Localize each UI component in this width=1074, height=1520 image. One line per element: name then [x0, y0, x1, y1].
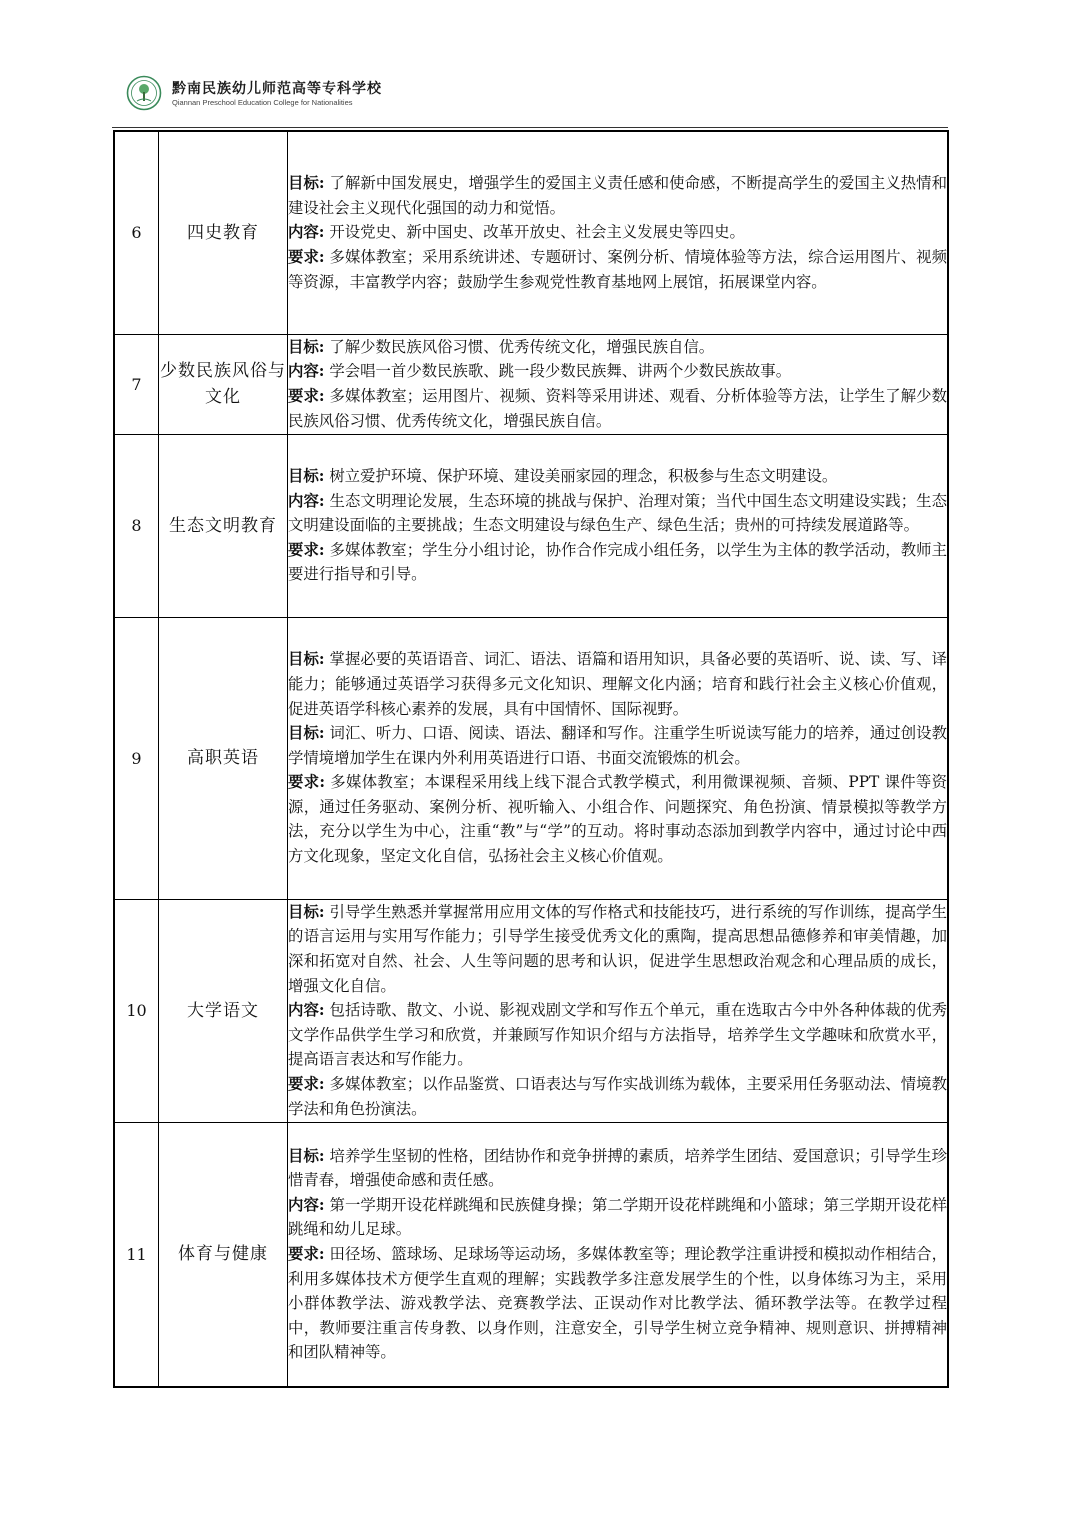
table-row	[114, 1122, 948, 1387]
paragraph-text: 培养学生坚韧的性格，团结协作和竞争拼搏的素质，培养学生团结、爱国意识；引导学生珍惜青春，增强使命感和责任感。	[288, 1146, 947, 1190]
course-description	[288, 899, 949, 1122]
paragraph-text: 引导学生熟悉并掌握常用应用文体的写作格式和技能技巧，进行系统的写作训练，提高学生的语言运用与实用写作能力；引导学生接受优秀文化的熏陶，提高思想品德修养和审美情趣，加深和拓宽对自然、社会、人生等问题的思考和认识，促进学生思想政治观念和心理品质的成长，增强文化自信。	[288, 902, 947, 995]
header-divider	[112, 127, 948, 128]
paragraph-label: 内容:	[288, 1001, 325, 1020]
paragraph-label: 要求:	[288, 387, 325, 405]
description-paragraph	[288, 220, 947, 245]
paragraph-label: 内容:	[288, 223, 325, 242]
paragraph-text: 了解新中国发展史，增强学生的爱国主义责任感和使命感，不断提高学生的爱国主义热情和建设社会主义现代化强国的动力和觉悟。	[288, 174, 947, 217]
paragraph-text: 多媒体教室；以作品鉴赏、口语表达与写作实战训练为载体，主要采用任务驱动法、情境教学法和角色扮演法。	[288, 1074, 947, 1118]
row-number: 7	[114, 334, 159, 434]
paragraph-text: 掌握必要的英语语音、词汇、语法、语篇和语用知识，具备必要的英语听、说、读、写、译能力；能够通过英语学习获得多元文化知识、理解文化内涵；培育和践行社会主义核心价值观，促进英语学科核心素养的发展，具有中国情怀、国际视野。	[288, 650, 947, 718]
course-table	[113, 130, 949, 1388]
description-paragraph	[288, 998, 947, 1072]
description-paragraph	[288, 1193, 947, 1242]
table-row	[114, 434, 948, 617]
course-name: 体育与健康	[159, 1122, 288, 1387]
description-paragraph	[288, 245, 947, 294]
paragraph-label: 目标:	[288, 902, 325, 921]
paragraph-text: 词汇、听力、口语、阅读、语法、翻译和写作。注重学生听说读写能力的培养，通过创设教学情境增加学生在课内外利用英语进行口语、书面交流锻炼的机会。	[288, 724, 947, 767]
description-paragraph	[288, 359, 947, 384]
table-row	[114, 131, 948, 334]
course-description	[288, 131, 949, 334]
paragraph-text: 开设党史、新中国史、改革开放史、社会主义发展史等四史。	[324, 223, 745, 242]
description-paragraph	[288, 384, 947, 433]
paragraph-text: 生态文明理论发展，生态环境的挑战与保护、治理对策；当代中国生态文明建设实践；生态文明建设面临的主要挑战；生态文明建设与绿色生产、绿色生活；贵州的可持续发展道路等。	[288, 491, 947, 535]
paragraph-text: 多媒体教室；学生分小组讨论，协作合作完成小组任务，以学生为主体的教学活动，教师主要进行指导和引导。	[288, 540, 947, 584]
paragraph-text: 多媒体教室；运用图片、视频、资料等采用讲述、观看、分析体验等方法，让学生了解少数民族风俗习惯、优秀传统文化，增强民族自信。	[288, 387, 947, 430]
course-description	[288, 617, 949, 899]
description-paragraph	[288, 1144, 947, 1193]
paragraph-label: 要求:	[288, 248, 325, 267]
paragraph-label: 目标:	[288, 174, 325, 193]
description-paragraph	[288, 538, 947, 587]
school-emblem-icon	[126, 75, 162, 111]
course-name: 四史教育	[159, 131, 288, 334]
description-paragraph	[288, 489, 947, 538]
description-paragraph	[288, 647, 947, 721]
course-description	[288, 434, 949, 617]
paragraph-label: 要求:	[288, 1074, 325, 1093]
course-name: 高职英语	[159, 617, 288, 899]
paragraph-text: 第一学期开设花样跳绳和民族健身操；第二学期开设花样跳绳和小篮球；第三学期开设花样跳绳和幼儿足球。	[288, 1195, 947, 1239]
school-name-en: Qiannan Preschool Education College for Nationalities	[172, 98, 353, 107]
description-paragraph	[288, 770, 947, 868]
paragraph-label: 目标:	[288, 724, 325, 743]
course-name: 大学语文	[159, 899, 288, 1122]
paragraph-text: 多媒体教室；采用系统讲述、专题研讨、案例分析、情境体验等方法，综合运用图片、视频等资源，丰富教学内容；鼓励学生参观党性教育基地网上展馆，拓展课堂内容。	[288, 248, 947, 291]
row-number: 11	[114, 1122, 159, 1387]
table-row	[114, 899, 948, 1122]
paragraph-text: 学会唱一首少数民族歌、跳一段少数民族舞、讲两个少数民族故事。	[324, 362, 792, 381]
paragraph-text: 包括诗歌、散文、小说、影视戏剧文学和写作五个单元，重在选取古今中外各种体裁的优秀文学作品供学生学习和欣赏，并兼顾写作知识介绍与方法指导，培养学生文学趣味和欣赏水平，提高语言表达和写作能力。	[288, 1001, 947, 1069]
paragraph-text: 田径场、篮球场、足球场等运动场，多媒体教室等；理论教学注重讲授和模拟动作相结合，利用多媒体技术方便学生直观的理解；实践教学多注意发展学生的个性，以身体练习为主，采用小群体教学法、游戏教学法、竞赛教学法、正误动作对比教学法、循环教学法等。在教学过程中，教师要注重言传身教、以身作则，注意安全，引导学生树立竞争精神、规则意识、拼搏精神和团队精神等。	[288, 1244, 947, 1362]
course-description	[288, 334, 949, 434]
page-header	[126, 72, 948, 116]
course-description	[288, 1122, 949, 1387]
table-row	[114, 334, 948, 434]
row-number: 9	[114, 617, 159, 899]
paragraph-text: 多媒体教室；本课程采用线上线下混合式教学模式，利用微课视频、音频、PPT 课件等资源，通过任务驱动、案例分析、视听输入、小组合作、问题探究、角色扮演、情景模拟等教学方法，充分以学生为中心，注重“教”与“学”的互动。将时事动态添加到教学内容中，通过讨论中西方文化现象，坚定文化自信，弘扬社会主义核心价值观。	[288, 773, 948, 866]
paragraph-label: 内容:	[288, 1195, 325, 1214]
description-paragraph	[288, 1242, 947, 1365]
description-paragraph	[288, 721, 947, 770]
course-name: 生态文明教育	[159, 434, 288, 617]
table-row	[114, 617, 948, 899]
school-name-cn: 黔南民族幼儿师范高等专科学校	[172, 81, 382, 97]
description-paragraph	[288, 171, 947, 220]
description-paragraph	[288, 900, 947, 998]
paragraph-label: 目标:	[288, 1146, 325, 1165]
paragraph-label: 要求:	[288, 773, 326, 792]
paragraph-label: 内容:	[288, 362, 325, 381]
description-paragraph	[288, 464, 947, 489]
paragraph-label: 目标:	[288, 650, 325, 669]
row-number: 6	[114, 131, 159, 334]
paragraph-label: 内容:	[288, 491, 325, 510]
paragraph-label: 目标:	[288, 467, 325, 486]
row-number: 8	[114, 434, 159, 617]
paragraph-label: 目标:	[288, 337, 325, 356]
paragraph-text: 了解少数民族风俗习惯、优秀传统文化，增强民族自信。	[324, 337, 715, 356]
paragraph-text: 树立爱护环境、保护环境、建设美丽家园的理念，积极参与生态文明建设。	[324, 467, 838, 486]
paragraph-label: 要求:	[288, 1244, 325, 1263]
course-name: 少数民族风俗与文化	[159, 334, 288, 434]
description-paragraph	[288, 1072, 947, 1121]
description-paragraph	[288, 335, 947, 360]
paragraph-label: 要求:	[288, 540, 325, 559]
row-number: 10	[114, 899, 159, 1122]
